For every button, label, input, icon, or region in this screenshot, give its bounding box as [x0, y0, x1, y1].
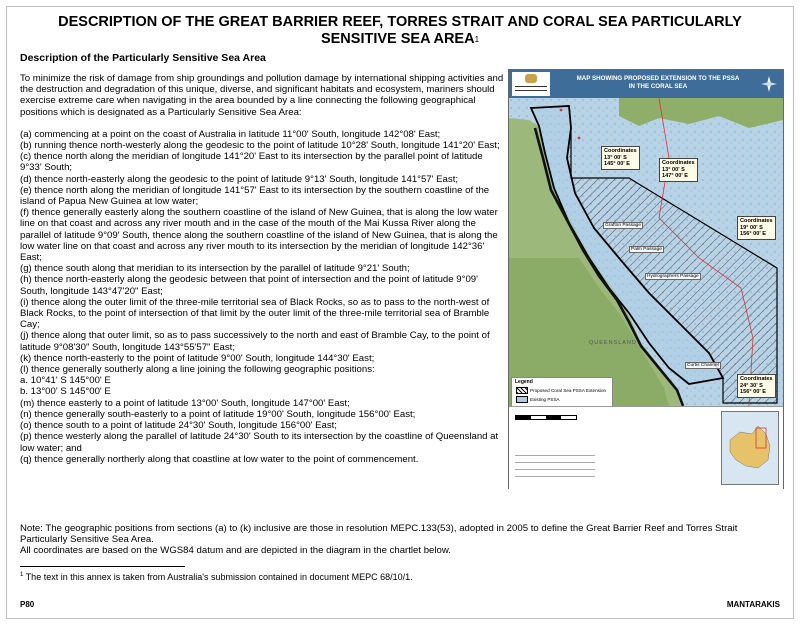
footnote-rule [20, 566, 185, 567]
list-item: (j) thence along that outer limit, so as to pass successively to the north and east of Bramble Cay, to the point of latitude 9°08'30" South, longitude 143°55'57" East; [20, 330, 490, 353]
legend-title: Legend [515, 379, 533, 385]
footnote: $^1$ The text in this annex is taken from Australia's submission contained in document MEPC 68/10/1. [20, 572, 413, 582]
coordinate-label-a: Coordinates 13° 00' S 145° 00' E [601, 146, 640, 170]
locality-map [721, 411, 779, 485]
list-item: (i) thence along the outer limit of the three-mile territorial sea of Black Rocks, so as to pass to the north-west of Black Rocks, to the point of intersection of that limit by the outer limit of the three-mile territorial sea of Bramble Cay; [20, 296, 490, 331]
map-header [509, 70, 783, 98]
coordinate-label-b: Coordinates 13° 00' S 147° 00' E [659, 158, 698, 182]
list-item: (p) thence westerly along the parallel of latitude 24°30' South to its intersection by the coastline of Queensland at low water; and [20, 431, 499, 454]
compass-icon [761, 76, 777, 92]
position-list [20, 129, 505, 465]
legend-swatch-existing [516, 396, 528, 403]
list-item: (g) thence south along that meridian to its intersection by the parallel of latitude 9°21' South; [20, 263, 410, 275]
passage-label: Curtis Channel [687, 363, 719, 368]
list-item: (h) thence north-easterly along the geodesic between that point of intersection and the point of latitude 9°09' South, longitude 143°47'20" East; [20, 274, 478, 297]
list-item: a. 10°41' S 145°00' E [20, 375, 111, 387]
legend-label: Existing PSSA [530, 397, 560, 402]
region-label: QUEENSLAND [589, 340, 637, 346]
page-title: DESCRIPTION OF THE GREAT BARRIER REEF, TORRES STRAIT AND CORAL SEA PARTICULARLY SENSITIVE SEA AREA$^1$ [58, 14, 742, 47]
list-item: b. 13°00' S 145°00' E [20, 386, 111, 398]
legend-label: Proposed Coral Sea PSSA Extension [530, 388, 607, 393]
note-section [20, 523, 780, 557]
passage-label: Grafton Passage [605, 223, 641, 228]
map-legend [511, 377, 613, 407]
map-title: MAP SHOWING PROPOSED EXTENSION TO THE PSSA IN THE CORAL SEA [576, 75, 740, 90]
note-paragraph: Note: The geographic positions from sections (a) to (k) inclusive are those in resolution MEPC.133(53), adopted in 2005 to define the Great Barrier Reef and Torres Strait Particularly Sensitive Sea Area. [20, 523, 738, 546]
list-item: (a) commencing at a point on the coast of Australia in latitude 11°00' South, longitude 142°08' East; [20, 128, 441, 140]
author-name: MANTARAKIS [726, 600, 780, 609]
list-item: (l) thence generally southerly along a line joining the following geographic positions: [20, 364, 375, 376]
coordinate-label-c: Coordinates 19° 00' S 156° 00' E [737, 216, 776, 240]
section-subtitle: Description of the Particularly Sensitive Sea Area [20, 52, 266, 64]
note-paragraph: All coordinates are based on the WGS84 datum and are depicted in the diagram in the chartlet below. [20, 545, 451, 557]
australian-government-crest [512, 72, 550, 96]
list-item: (n) thence generally south-easterly to a point of latitude 19°00' South, longitude 156°00' East; [20, 408, 416, 420]
map-metadata-table [515, 449, 595, 477]
pssa-map [508, 69, 784, 489]
list-item: (c) thence north along the meridian of longitude 141°20' East to its intersection by the parallel point of latitude 9°33' South; [20, 151, 483, 174]
list-item: (q) thence generally northerly along that coastline at low water to the point of commencement. [20, 453, 419, 465]
passage-label: Hydrographers Passage [647, 274, 699, 279]
legend-swatch-proposed [516, 387, 528, 394]
list-item: (d) thence north-easterly along the geodesic to the point of latitude 9°13' South, longitude 141°57' East; [20, 173, 459, 185]
passage-label: Palm Passage [631, 247, 662, 252]
list-item: (o) thence south to a point of latitude 24°30' South, longitude 156°00' East; [20, 420, 337, 432]
page-number: P80 [20, 600, 35, 609]
list-item: (e) thence north along the meridian of longitude 141°57' East to its intersection by the southern coastline of the island of Papua New Guinea at low water; [20, 184, 490, 208]
coordinate-label-d: Coordinates 24° 30' S 156° 00' E [737, 374, 776, 398]
intro-paragraph: To minimize the risk of damage from ship groundings and pollution damage by international shipping activities and the destruction and degradation of this unique, diverse, and significant habitats and ecosystem, mariners should exercise extreme care when navigating in the area bounded by a line connecting the following geographical positions which is designated as a Particularly Sensitive Sea Area: [20, 73, 504, 118]
list-item: (b) running thence north-westerly along the geodesic to the point of latitude 10°28' South, longitude 141°20' East; [20, 140, 500, 152]
scale-bar [515, 415, 577, 420]
description-body [20, 73, 505, 465]
list-item: (m) thence easterly to a point of latitude 13°00' South, longitude 147°00' East; [20, 397, 350, 409]
title-footnote-marker: 1 [474, 35, 480, 44]
list-item: (k) thence north-easterly to the point of latitude 9°00' South, longitude 144°30' East; [20, 352, 375, 364]
map-footer [509, 406, 783, 489]
list-item: (f) thence generally easterly along the southern coastline of the island of New Guinea, that is along the low water line on that coast and across any river mouth and in the case of the mouth of the Mai Kussa River along the parallel of latitude 9°09' South, thence along the southern coastline of the island of New Guinea, that is along the low water line on that coast and across any river mouth to its intersection by the meridian of longitude 142°36' East; [20, 207, 498, 264]
